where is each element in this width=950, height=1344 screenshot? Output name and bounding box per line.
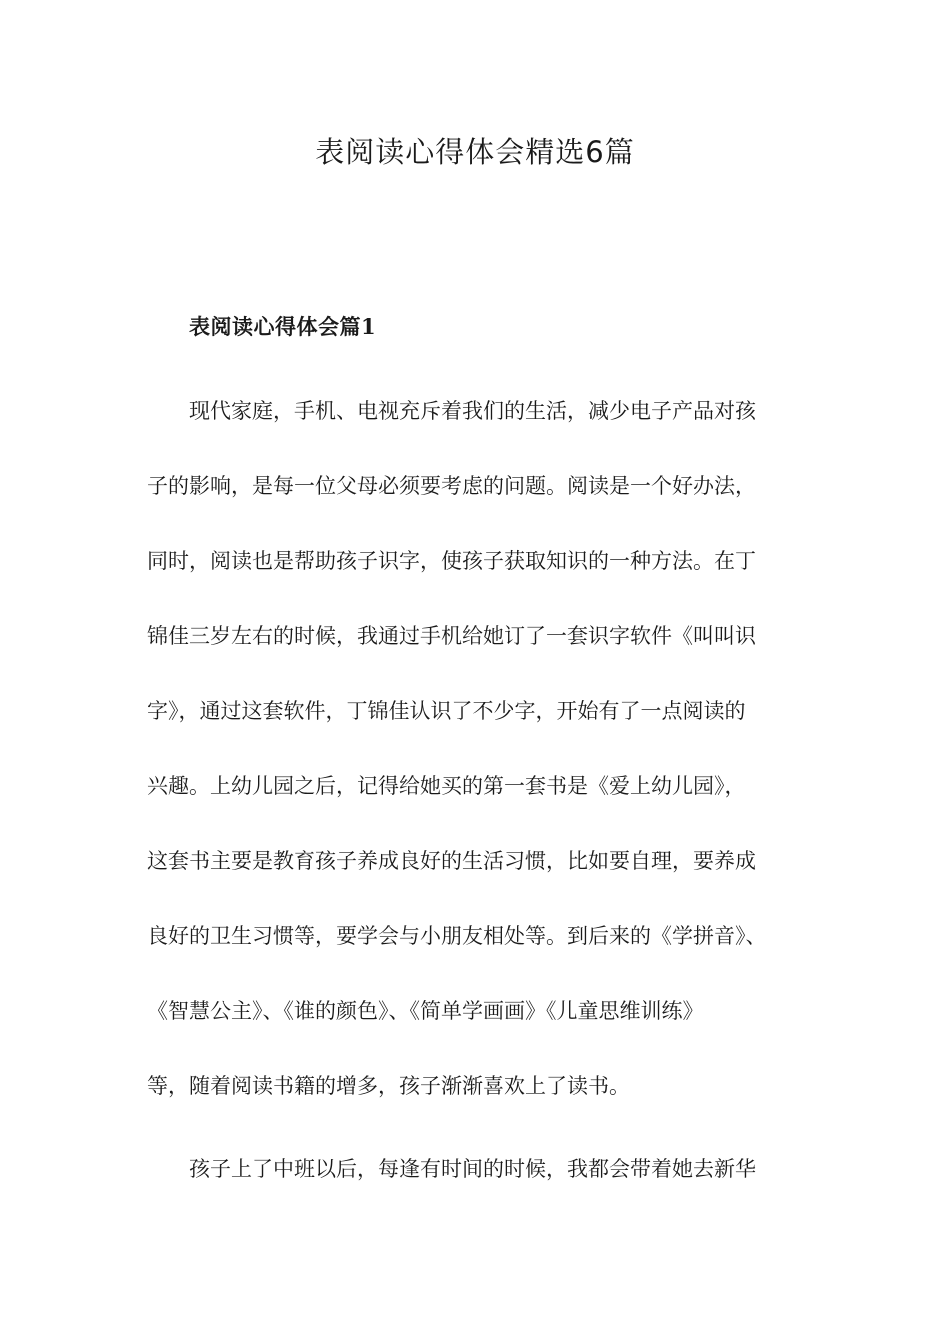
paragraph-line: 现代家庭，手机、电视充斥着我们的生活，减少电子产品对孩: [189, 399, 756, 423]
paragraph-line: 锦佳三岁左右的时候，我通过手机给她订了一套识字软件《叫叫识: [147, 624, 756, 648]
paragraph-line: 这套书主要是教育孩子养成良好的生活习惯，比如要自理，要养成: [147, 849, 756, 873]
paragraph-line: 《智慧公主》、《谁的颜色》、《简单学画画》《儿童思维训练》: [147, 999, 704, 1023]
paragraph-line: 同时，阅读也是帮助孩子识字，使孩子获取知识的一种方法。在丁: [147, 549, 756, 573]
paragraph-line: 孩子上了中班以后，每逢有时间的时候，我都会带着她去新华: [189, 1157, 756, 1181]
section-heading: 表阅读心得体会篇1: [189, 314, 377, 339]
document-title: 表阅读心得体会精选6篇: [315, 135, 635, 169]
paragraph-line: 良好的卫生习惯等，要学会与小朋友相处等。到后来的《学拼音》、: [147, 924, 767, 948]
paragraph-line: 字》，通过这套软件，丁锦佳认识了不少字，开始有了一点阅读的: [147, 699, 746, 723]
paragraph-line: 兴趣。上幼儿园之后，记得给她买的第一套书是《爱上幼儿园》，: [147, 774, 746, 798]
paragraph-line: 子的影响，是每一位父母必须要考虑的问题。阅读是一个好办法，: [147, 474, 756, 498]
paragraph-line: 等，随着阅读书籍的增多，孩子渐渐喜欢上了读书。: [147, 1074, 630, 1098]
